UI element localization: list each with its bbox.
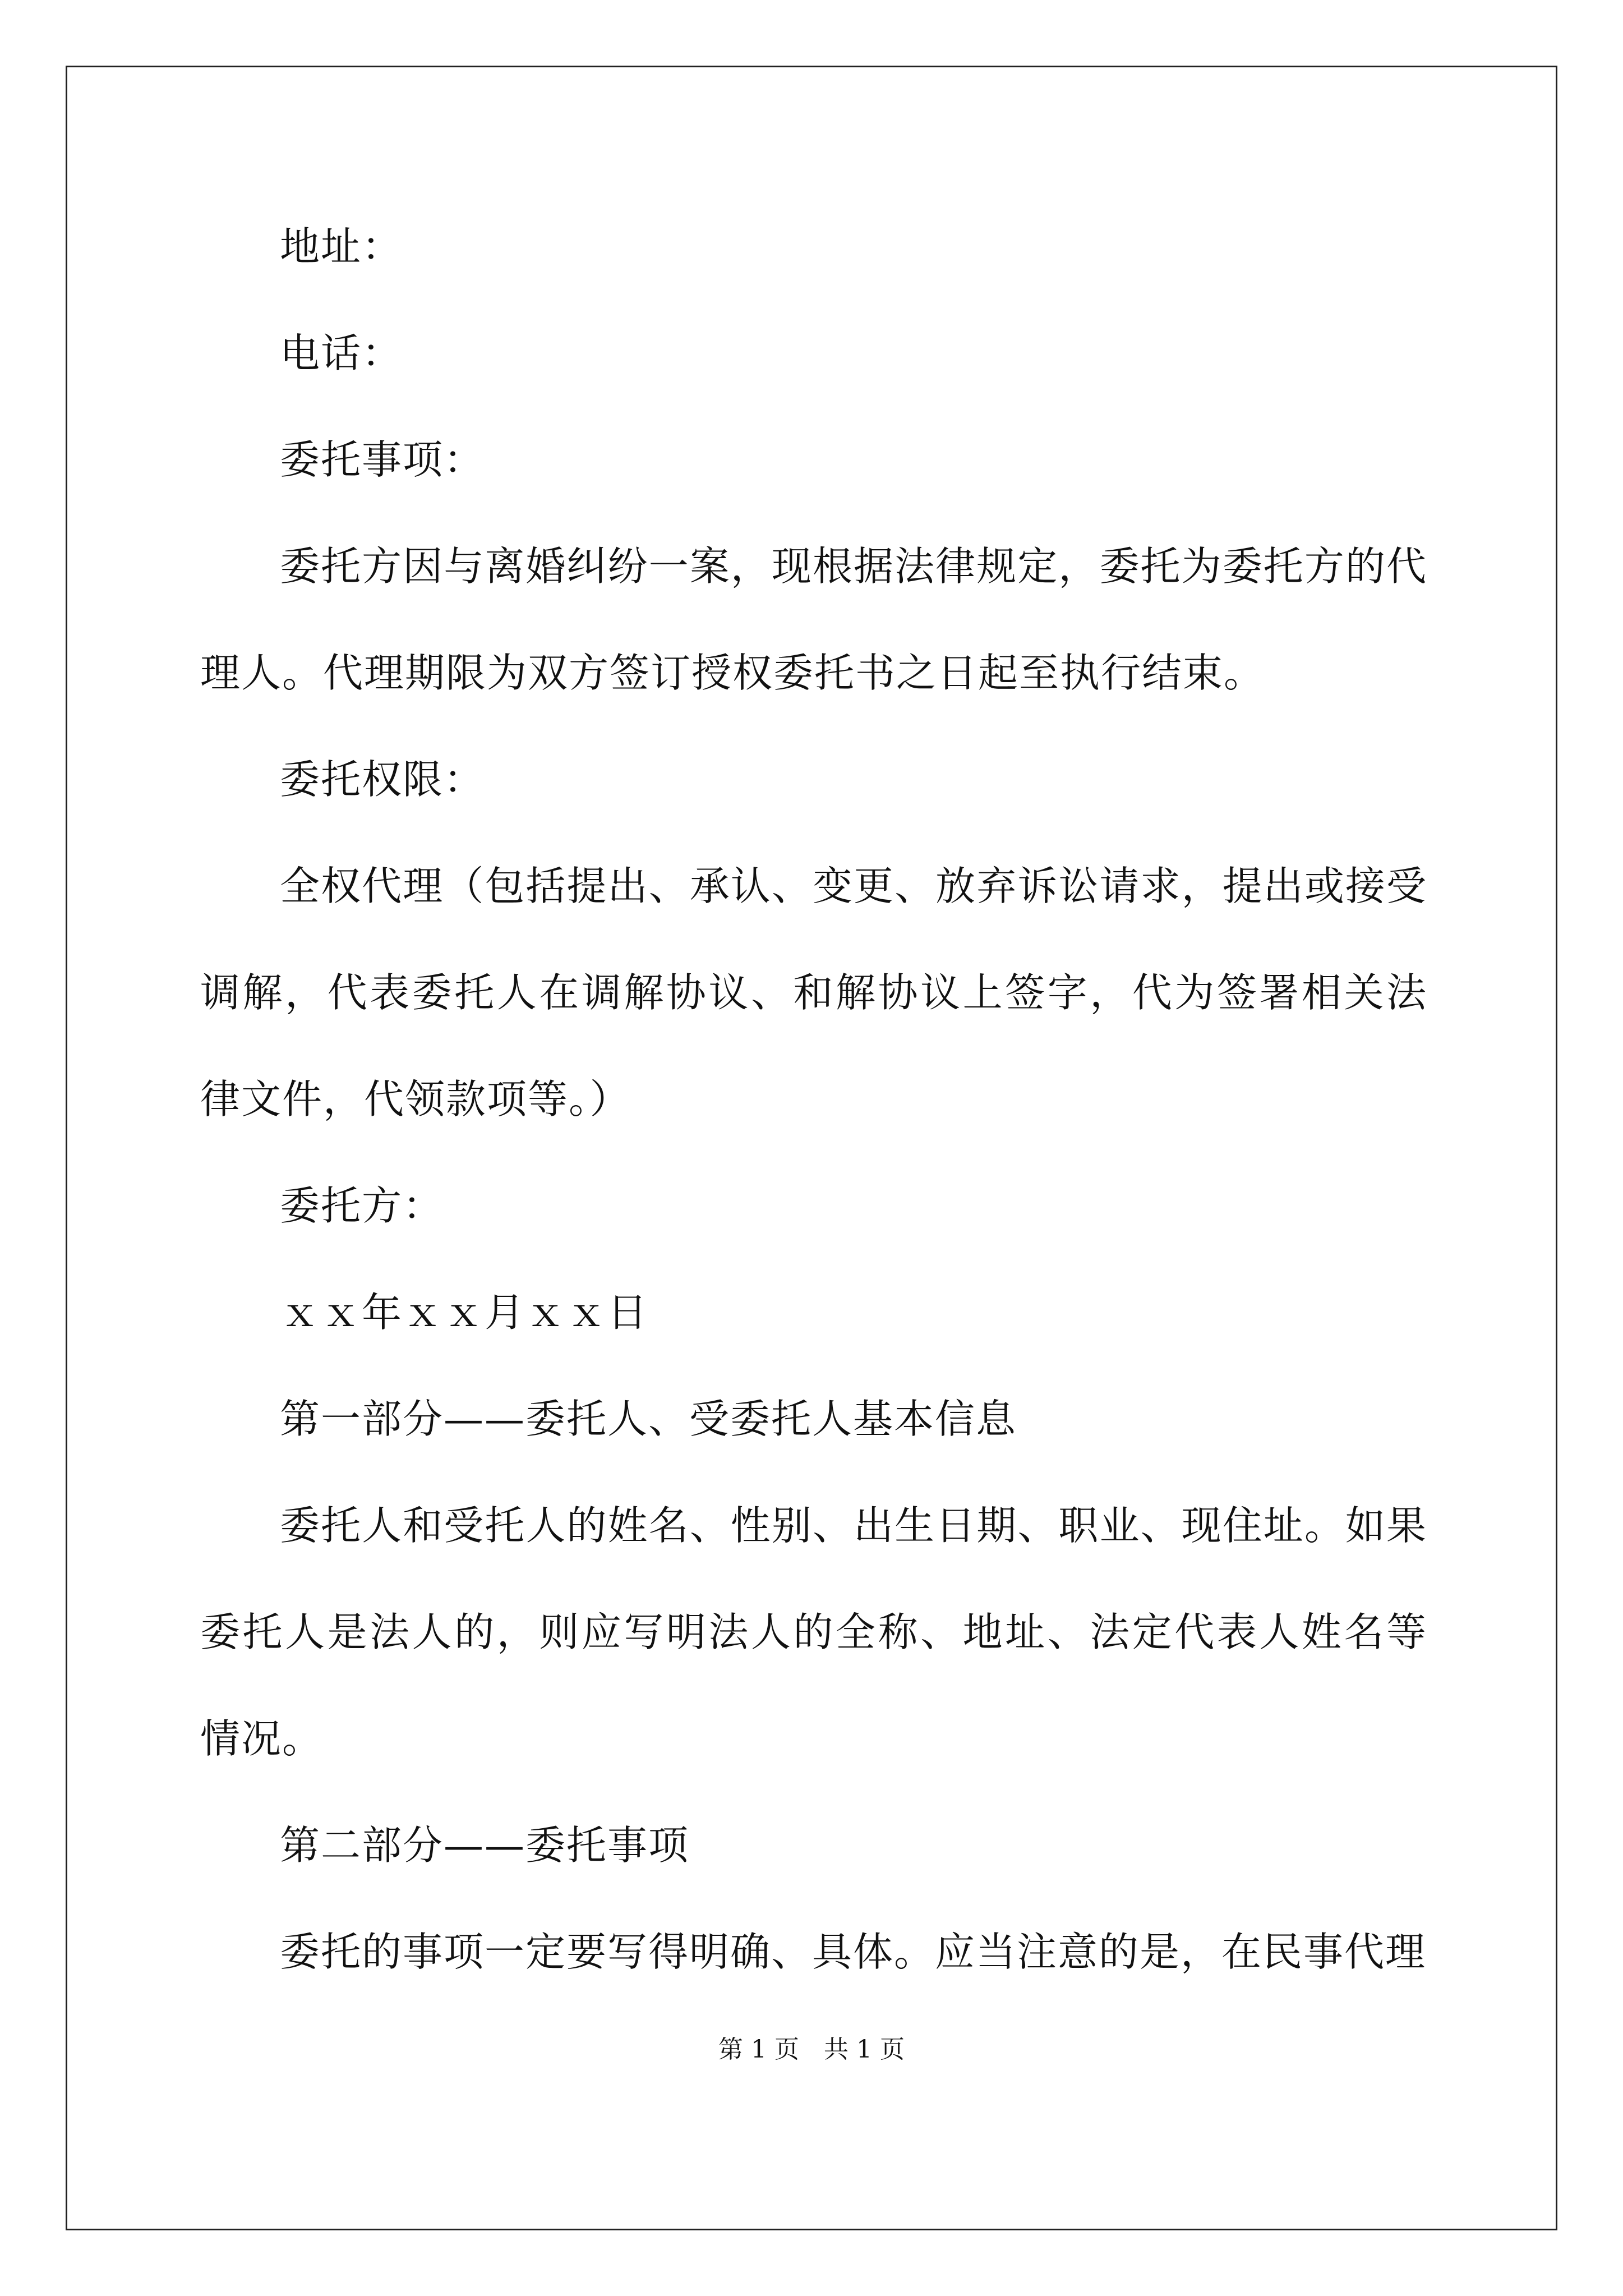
paragraph-date: ｘｘ年ｘｘ月ｘｘ日 — [280, 1289, 649, 1336]
paragraph-part-two-body: 委托的事项一定要写得明确、具体。应当注意的是，在民事代理 — [280, 1929, 1427, 1975]
paragraph-address: 地址： — [280, 223, 403, 270]
paragraph-part-one-heading: 第一部分——委托人、受委托人基本信息 — [280, 1396, 1017, 1442]
paragraph-principal: 委托方： — [280, 1182, 444, 1229]
paragraph-entrusted-matters-heading: 委托事项： — [280, 436, 485, 483]
paragraph-phone: 电话： — [280, 330, 403, 376]
paragraph-authority-heading: 委托权限： — [280, 756, 485, 803]
paragraph-authority-body: 全权代理（包括提出、承认、变更、放弃诉讼请求，提出或接受调解，代表委托人在调解协议、和解协议上签字，代为签署相关法律文件，代领款项等。） — [200, 863, 1427, 1122]
paragraph-part-one-body: 委托人和受托人的姓名、性别、出生日期、职业、现住址。如果委托人是法人的，则应写明法人的全称、地址、法定代表人姓名等情况。 — [200, 1502, 1427, 1762]
page-footer: 第 1 页 共 1 页 — [718, 2035, 905, 2064]
document-body — [200, 194, 1427, 2005]
paragraph-entrusted-matters-body: 委托方因与离婚纠纷一案，现根据法律规定，委托为委托方的代理人。代理期限为双方签订授权委托书之日起至执行结束。 — [200, 543, 1427, 696]
paragraph-part-two-heading: 第二部分——委托事项 — [280, 1822, 690, 1869]
